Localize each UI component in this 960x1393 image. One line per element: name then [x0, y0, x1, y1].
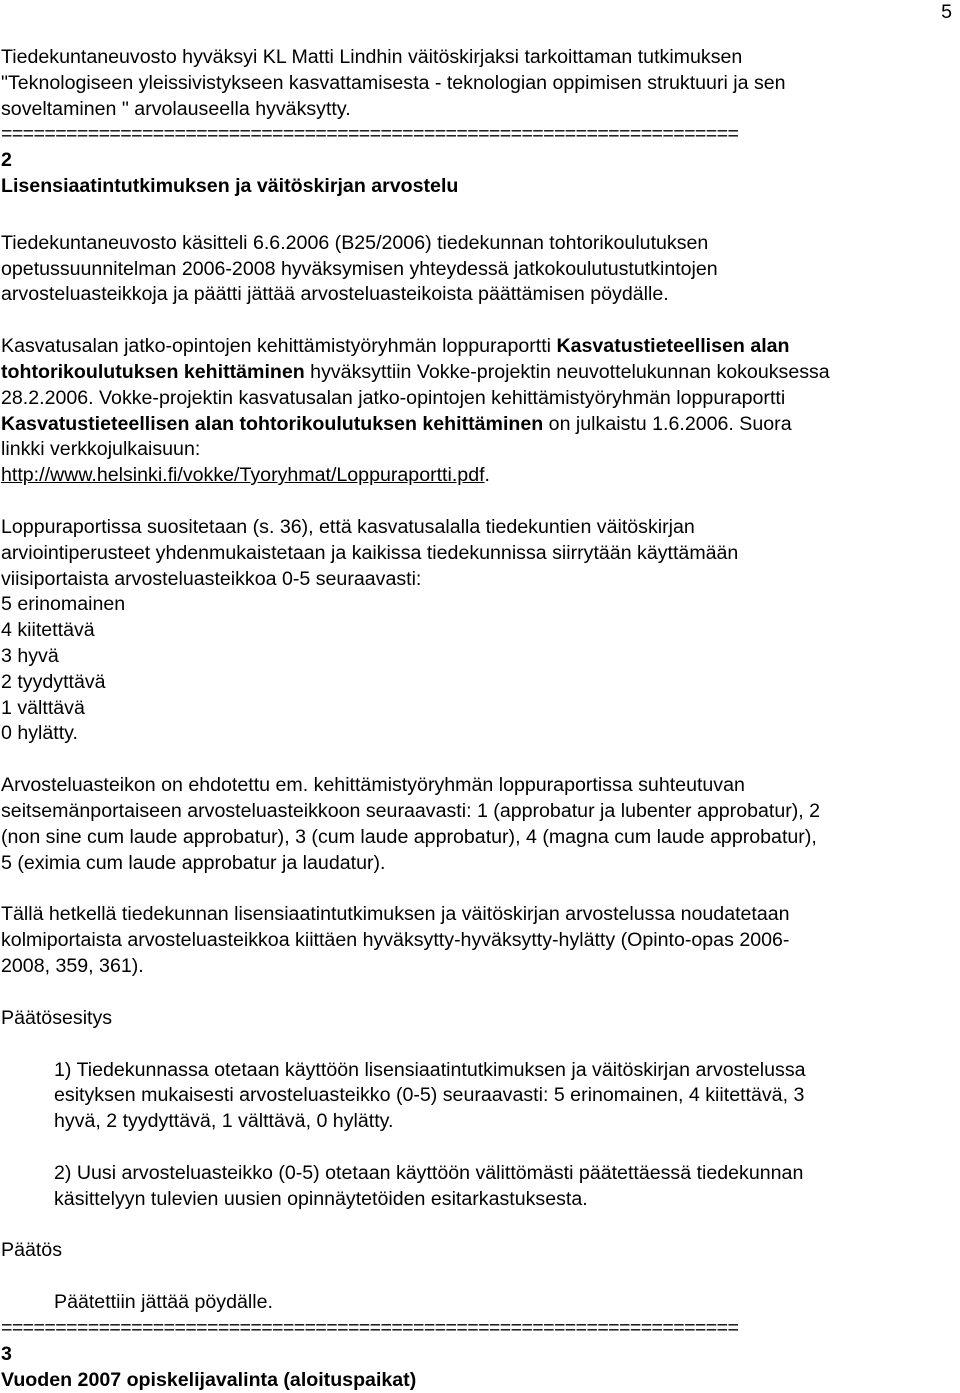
intro-line-3: soveltaminen " arvolauseella hyväksytty.: [1, 97, 351, 120]
section-2-title: Lisensiaatintutkimuksen ja väitöskirjan arvostelu: [1, 174, 459, 197]
decision-label: Päätös: [1, 1239, 63, 1262]
para2-link-line: http://www.helsinki.fi/vokke/Tyoryhmat/Loppuraportti.pdf.: [1, 464, 490, 487]
para4-line-2: seitsemänportaiseen arvosteluasteikkoon seuraavasti: 1 (approbatur ja lubenter approbatur), 2: [1, 799, 821, 822]
para3-line-1: Loppuraportissa suositetaan (s. 36), että kasvatusalalla tiedekuntien väitöskirjan: [1, 515, 695, 538]
separator-line: ====================================================================: [1, 1317, 739, 1340]
document-body: [1, 45, 956, 1393]
para2-line-1: Kasvatusalan jatko-opintojen kehittämistyöryhmän loppuraportti Kasvatustieteellisen alan: [1, 335, 790, 358]
page-number: 5: [941, 1, 952, 23]
intro-line-1: Tiedekuntaneuvosto hyväksyi KL Matti Lindhin väitöskirjaksi tarkoittaman tutkimuksen: [1, 46, 743, 68]
para2-line-4: Kasvatustieteellisen alan tohtorikoulutuksen kehittäminen on julkaistu 1.6.2006. Suora: [1, 412, 792, 435]
para5-line-1: Tällä hetkellä tiedekunnan lisensiaatintutkimuksen ja väitöskirjan arvostelussa noudatetaan: [1, 903, 790, 926]
scale-item: 3 hyvä: [1, 644, 59, 667]
scale-item: 5 erinomainen: [1, 593, 126, 616]
proposal-item-2: 2) Uusi arvosteluasteikko (0-5) otetaan käyttöön välittömästi päätettäessä tiedekunnan käsittelyyn tulevien uusien opinnäytetöiden esitarkastuksesta.: [54, 1161, 804, 1210]
scale-item: 1 välttävä: [1, 696, 85, 719]
para1-line-1: Tiedekuntaneuvosto käsitteli 6.6.2006 (B25/2006) tiedekunnan tohtorikoulutuksen: [1, 231, 709, 254]
para3-line-3: viisiportaista arvosteluasteikkoa 0-5 seuraavasti:: [1, 567, 422, 590]
para2-line-3: 28.2.2006. Vokke-projektin kasvatusalan jatko-opintojen kehittämistyöryhmän loppuraportti: [1, 386, 786, 409]
decision-text: Päätettiin jättää pöydälle.: [54, 1291, 273, 1314]
para5-line-2: kolmiportaista arvosteluasteikkoa kiittäen hyväksytty-hyväksytty-hylätty (Opinto-opas 2006-: [1, 929, 790, 952]
section-2-number: 2: [1, 149, 12, 172]
para2-line-2: tohtorikoulutuksen kehittäminen hyväksyttiin Vokke-projektin neuvottelukunnan kokouksessa: [1, 360, 830, 383]
proposal-item-1: 1) Tiedekunnassa otetaan käyttöön lisensiaatintutkimuksen ja väitöskirjan arvostelussa esityksen mukaisesti arvosteluasteikko (0-5) seuraavasti: 5 erinomainen, 4 kiitettävä, 3 hyvä, 2 tyydyttävä, 1 välttävä, 0 hylätty.: [54, 1058, 806, 1133]
para2-line-5: linkki verkkojulkaisuun:: [1, 438, 201, 461]
report-pdf-link[interactable]: http://www.helsinki.fi/vokke/Tyoryhmat/Loppuraportti.pdf: [1, 464, 485, 487]
scale-item: 2 tyydyttävä: [1, 670, 106, 693]
intro-line-2: "Teknologiseen yleissivistykseen kasvattamisesta - teknologian oppimisen struktuuri ja sen: [1, 71, 786, 94]
para4-line-4: 5 (eximia cum laude approbatur ja laudatur).: [1, 851, 386, 874]
proposal-label: Päätösesitys: [1, 1006, 113, 1029]
section-3-title: Vuoden 2007 opiskelijavalinta (aloituspaikat): [1, 1368, 417, 1391]
para1-line-2: opetussuunnitelman 2006-2008 hyväksymisen yhteydessä jatkokoulutustutkintojen: [1, 257, 718, 280]
para1-line-3: arvosteluasteikkoja ja päätti jättää arvosteluasteikoista päättämisen pöydälle.: [1, 283, 669, 306]
para4-line-3: (non sine cum laude approbatur), 3 (cum laude approbatur), 4 (magna cum laude approbatur),: [1, 825, 817, 848]
separator-line: ====================================================================: [1, 123, 739, 146]
scale-item: 4 kiitettävä: [1, 619, 95, 642]
section-3-number: 3: [1, 1342, 12, 1365]
para4-line-1: Arvosteluasteikon on ehdotettu em. kehittämistyöryhmän loppuraportissa suhteutuvan: [1, 774, 745, 797]
para5-line-3: 2008, 359, 361).: [1, 954, 144, 977]
scale-item: 0 hylätty.: [1, 722, 78, 745]
para3-line-2: arviointiperusteet yhdenmukaistetaan ja kaikissa tiedekunnissa siirrytään käyttämään: [1, 541, 739, 564]
